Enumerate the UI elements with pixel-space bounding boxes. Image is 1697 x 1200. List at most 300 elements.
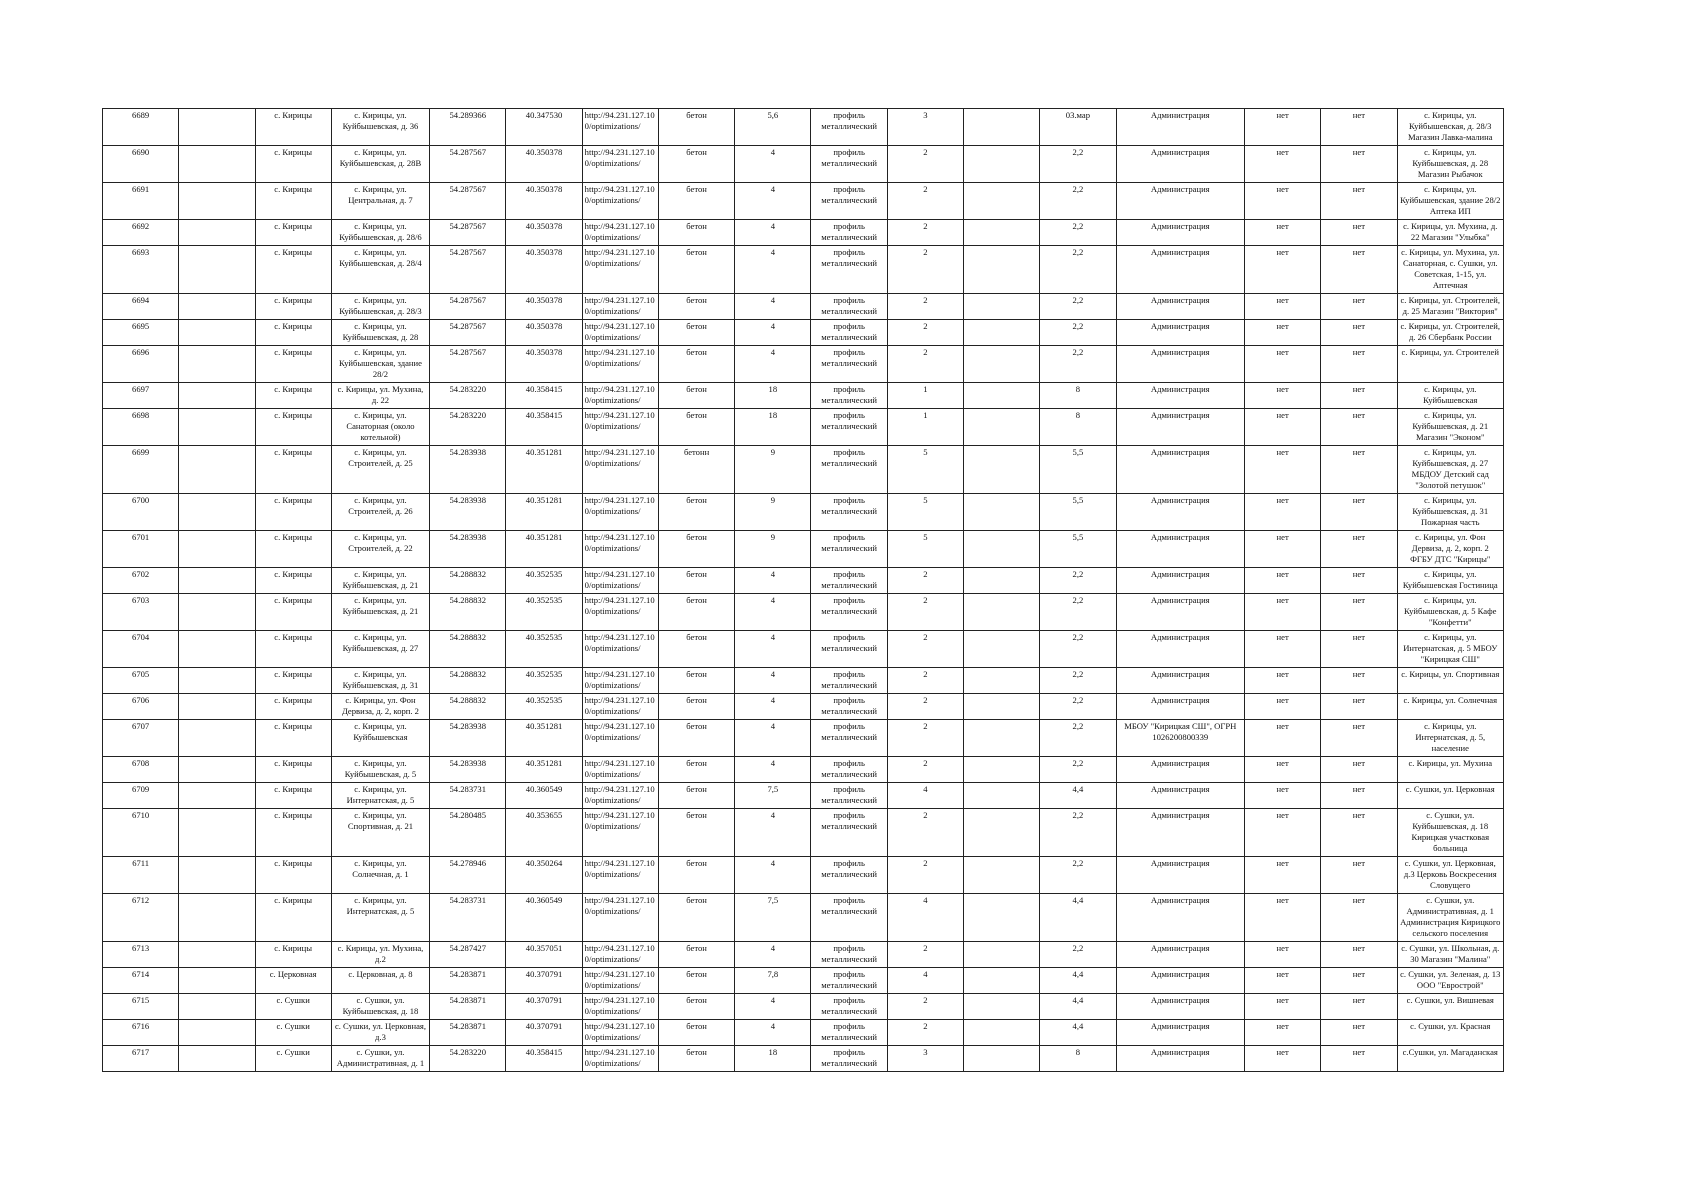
map-link-cell[interactable]: http://94.231.127.10 0/optimizations/ xyxy=(582,631,658,668)
owner-cell: Администрация xyxy=(1116,531,1244,568)
waste-sources-cell: с. Сушки, ул. Церковная, д.3 Церковь Воскресения Словущего xyxy=(1397,857,1503,894)
option-cell: нет xyxy=(1321,246,1397,294)
map-link-cell[interactable]: http://94.231.127.10 0/optimizations/ xyxy=(582,568,658,594)
waste-sources-cell: с. Сушки, ул. Зеленая, д. 13 ООО "Еврострой" xyxy=(1397,968,1503,994)
containers-count-cell: 4 xyxy=(887,968,963,994)
empty-cell xyxy=(964,994,1040,1020)
map-link-cell[interactable]: http://94.231.127.10 0/optimizations/ xyxy=(582,783,658,809)
table-row xyxy=(103,720,1504,757)
table-row xyxy=(103,446,1504,494)
map-link-cell[interactable]: http://94.231.127.10 0/optimizations/ xyxy=(582,494,658,531)
option-cell: нет xyxy=(1244,109,1320,146)
site-address-cell: с. Кирицы, ул. Куйбышевская, д. 31 xyxy=(331,668,429,694)
site-number: 6704 xyxy=(103,631,179,668)
site-number: 6695 xyxy=(103,320,179,346)
empty-cell xyxy=(179,346,255,383)
site-address-cell: с. Кирицы, ул. Куйбышевская, д. 5 xyxy=(331,757,429,783)
container-volume-cell: 5,5 xyxy=(1040,531,1116,568)
settlement-cell: с. Кирицы xyxy=(255,383,331,409)
latitude-cell: 54.287567 xyxy=(430,346,506,383)
waste-sources-cell: с. Кирицы, ул. Куйбышевская Гостиница xyxy=(1397,568,1503,594)
surface-type-cell: бетон xyxy=(658,968,734,994)
empty-cell xyxy=(179,294,255,320)
empty-cell xyxy=(179,446,255,494)
table-row xyxy=(103,783,1504,809)
waste-sources-cell: с. Кирицы, ул. Спортивная xyxy=(1397,668,1503,694)
map-link-cell[interactable]: http://94.231.127.10 0/optimizations/ xyxy=(582,942,658,968)
settlement-cell: с. Кирицы xyxy=(255,246,331,294)
fence-type-cell: профиль металлический xyxy=(811,857,887,894)
table-row xyxy=(103,757,1504,783)
fence-type-cell: профиль металлический xyxy=(811,942,887,968)
empty-cell xyxy=(964,220,1040,246)
surface-type-cell: бетон xyxy=(658,294,734,320)
option-cell: нет xyxy=(1244,857,1320,894)
longitude-cell: 40.347530 xyxy=(506,109,582,146)
map-link-cell[interactable]: http://94.231.127.10 0/optimizations/ xyxy=(582,294,658,320)
empty-cell xyxy=(179,783,255,809)
site-number: 6703 xyxy=(103,594,179,631)
owner-cell: Администрация xyxy=(1116,346,1244,383)
table-row xyxy=(103,594,1504,631)
container-volume-cell: 2,2 xyxy=(1040,146,1116,183)
area-cell: 5,6 xyxy=(735,109,811,146)
surface-type-cell: бетон xyxy=(658,694,734,720)
table-row xyxy=(103,994,1504,1020)
settlement-cell: с. Кирицы xyxy=(255,320,331,346)
owner-cell: Администрация xyxy=(1116,694,1244,720)
owner-cell: Администрация xyxy=(1116,757,1244,783)
empty-cell xyxy=(964,183,1040,220)
longitude-cell: 40.350264 xyxy=(506,857,582,894)
empty-cell xyxy=(964,109,1040,146)
empty-cell xyxy=(179,1020,255,1046)
area-cell: 4 xyxy=(735,668,811,694)
area-cell: 4 xyxy=(735,146,811,183)
map-link-cell[interactable]: http://94.231.127.10 0/optimizations/ xyxy=(582,220,658,246)
site-address-cell: с. Сушки, ул. Церковная, д.3 xyxy=(331,1020,429,1046)
settlement-cell: с. Церковная xyxy=(255,968,331,994)
waste-sources-cell: с. Сушки, ул. Куйбышевская, д. 18 Кирицкая участковая больница xyxy=(1397,809,1503,857)
container-volume-cell: 2,2 xyxy=(1040,346,1116,383)
empty-cell xyxy=(179,631,255,668)
site-number: 6702 xyxy=(103,568,179,594)
container-volume-cell: 2,2 xyxy=(1040,220,1116,246)
map-link-cell[interactable]: http://94.231.127.10 0/optimizations/ xyxy=(582,146,658,183)
owner-cell: Администрация xyxy=(1116,494,1244,531)
surface-type-cell: бетон xyxy=(658,894,734,942)
empty-cell xyxy=(964,494,1040,531)
site-address-cell: с. Кирицы, ул. Интернатская, д. 5 xyxy=(331,783,429,809)
option-cell: нет xyxy=(1244,783,1320,809)
option-cell: нет xyxy=(1244,631,1320,668)
table-row xyxy=(103,631,1504,668)
surface-type-cell: бетон xyxy=(658,494,734,531)
waste-sources-cell: с. Сушки, ул. Вишневая xyxy=(1397,994,1503,1020)
owner-cell: Администрация xyxy=(1116,783,1244,809)
surface-type-cell: бетон xyxy=(658,568,734,594)
latitude-cell: 54.283871 xyxy=(430,994,506,1020)
owner-cell: Администрация xyxy=(1116,631,1244,668)
map-link-cell[interactable]: http://94.231.127.10 0/optimizations/ xyxy=(582,531,658,568)
empty-cell xyxy=(964,1046,1040,1072)
map-link-cell[interactable]: http://94.231.127.10 0/optimizations/ xyxy=(582,1020,658,1046)
longitude-cell: 40.351281 xyxy=(506,757,582,783)
option-cell: нет xyxy=(1244,531,1320,568)
containers-count-cell: 5 xyxy=(887,446,963,494)
fence-type-cell: профиль металлический xyxy=(811,183,887,220)
map-link-cell[interactable]: http://94.231.127.10 0/optimizations/ xyxy=(582,594,658,631)
option-cell: нет xyxy=(1321,809,1397,857)
owner-cell: Администрация xyxy=(1116,594,1244,631)
container-volume-cell: 5,5 xyxy=(1040,446,1116,494)
empty-cell xyxy=(179,809,255,857)
table-row xyxy=(103,568,1504,594)
empty-cell xyxy=(179,220,255,246)
container-volume-cell: 4,4 xyxy=(1040,1020,1116,1046)
container-volume-cell: 8 xyxy=(1040,409,1116,446)
option-cell: нет xyxy=(1244,146,1320,183)
settlement-cell: с. Сушки xyxy=(255,994,331,1020)
owner-cell: Администрация xyxy=(1116,220,1244,246)
settlement-cell: с. Кирицы xyxy=(255,183,331,220)
empty-cell xyxy=(964,568,1040,594)
longitude-cell: 40.370791 xyxy=(506,994,582,1020)
option-cell: нет xyxy=(1321,220,1397,246)
site-address-cell: с. Кирицы, ул. Строителей, д. 22 xyxy=(331,531,429,568)
containers-count-cell: 2 xyxy=(887,146,963,183)
empty-cell xyxy=(964,246,1040,294)
latitude-cell: 54.287567 xyxy=(430,320,506,346)
fence-type-cell: профиль металлический xyxy=(811,494,887,531)
owner-cell: Администрация xyxy=(1116,446,1244,494)
option-cell: нет xyxy=(1244,694,1320,720)
site-address-cell: с. Кирицы, ул. Строителей, д. 25 xyxy=(331,446,429,494)
map-link-cell[interactable]: http://94.231.127.10 0/optimizations/ xyxy=(582,994,658,1020)
map-link-cell[interactable]: http://94.231.127.10 0/optimizations/ xyxy=(582,757,658,783)
area-cell: 4 xyxy=(735,346,811,383)
map-link-cell[interactable]: http://94.231.127.10 0/optimizations/ xyxy=(582,446,658,494)
map-link-cell[interactable]: http://94.231.127.10 0/optimizations/ xyxy=(582,383,658,409)
empty-cell xyxy=(179,720,255,757)
container-volume-cell: 2,2 xyxy=(1040,183,1116,220)
empty-cell xyxy=(179,183,255,220)
empty-cell xyxy=(964,783,1040,809)
containers-count-cell: 2 xyxy=(887,720,963,757)
fence-type-cell: профиль металлический xyxy=(811,220,887,246)
table-row xyxy=(103,183,1504,220)
container-volume-cell: 2,2 xyxy=(1040,246,1116,294)
latitude-cell: 54.287567 xyxy=(430,294,506,320)
table-row xyxy=(103,809,1504,857)
fence-type-cell: профиль металлический xyxy=(811,346,887,383)
site-number: 6699 xyxy=(103,446,179,494)
settlement-cell: с. Кирицы xyxy=(255,631,331,668)
site-number: 6708 xyxy=(103,757,179,783)
longitude-cell: 40.370791 xyxy=(506,968,582,994)
site-number: 6690 xyxy=(103,146,179,183)
longitude-cell: 40.350378 xyxy=(506,220,582,246)
site-address-cell: с. Кирицы, ул. Куйбышевская, д. 27 xyxy=(331,631,429,668)
area-cell: 4 xyxy=(735,757,811,783)
site-address-cell: с. Сушки, ул. Куйбышевская, д. 18 xyxy=(331,994,429,1020)
latitude-cell: 54.283871 xyxy=(430,1020,506,1046)
site-address-cell: с. Кирицы, ул. Куйбышевская, д. 28 xyxy=(331,320,429,346)
option-cell: нет xyxy=(1321,994,1397,1020)
longitude-cell: 40.352535 xyxy=(506,631,582,668)
waste-sources-cell: с. Кирицы, ул. Куйбышевская, д. 21 Магазин "Эконом" xyxy=(1397,409,1503,446)
surface-type-cell: бетон xyxy=(658,146,734,183)
waste-sources-cell: с. Кирицы, ул. Строителей xyxy=(1397,346,1503,383)
site-address-cell: с. Кирицы, ул. Спортивная, д. 21 xyxy=(331,809,429,857)
site-number: 6694 xyxy=(103,294,179,320)
option-cell: нет xyxy=(1321,183,1397,220)
option-cell: нет xyxy=(1244,446,1320,494)
waste-sources-cell: с. Кирицы, ул. Куйбышевская, д. 27 МБДОУ Детский сад "Золотой петушок" xyxy=(1397,446,1503,494)
site-address-cell: с. Кирицы, ул. Куйбышевская, д. 28/3 xyxy=(331,294,429,320)
table-row xyxy=(103,1020,1504,1046)
map-link-cell[interactable]: http://94.231.127.10 0/optimizations/ xyxy=(582,668,658,694)
settlement-cell: с. Кирицы xyxy=(255,809,331,857)
containers-count-cell: 1 xyxy=(887,383,963,409)
fence-type-cell: профиль металлический xyxy=(811,1046,887,1072)
area-cell: 18 xyxy=(735,409,811,446)
empty-cell xyxy=(964,346,1040,383)
empty-cell xyxy=(964,446,1040,494)
option-cell: нет xyxy=(1244,894,1320,942)
longitude-cell: 40.350378 xyxy=(506,246,582,294)
table-row xyxy=(103,968,1504,994)
owner-cell: Администрация xyxy=(1116,320,1244,346)
settlement-cell: с. Кирицы xyxy=(255,294,331,320)
empty-cell xyxy=(179,531,255,568)
empty-cell xyxy=(179,1046,255,1072)
settlement-cell: с. Кирицы xyxy=(255,757,331,783)
latitude-cell: 54.288832 xyxy=(430,631,506,668)
option-cell: нет xyxy=(1244,968,1320,994)
surface-type-cell: бетон xyxy=(658,383,734,409)
empty-cell xyxy=(964,942,1040,968)
fence-type-cell: профиль металлический xyxy=(811,668,887,694)
longitude-cell: 40.358415 xyxy=(506,409,582,446)
latitude-cell: 54.288832 xyxy=(430,568,506,594)
fence-type-cell: профиль металлический xyxy=(811,968,887,994)
latitude-cell: 54.283871 xyxy=(430,968,506,994)
option-cell: нет xyxy=(1321,1020,1397,1046)
map-link-cell[interactable]: http://94.231.127.10 0/optimizations/ xyxy=(582,809,658,857)
surface-type-cell: бетон xyxy=(658,783,734,809)
settlement-cell: с. Кирицы xyxy=(255,668,331,694)
table-row xyxy=(103,109,1504,146)
owner-cell: Администрация xyxy=(1116,146,1244,183)
option-cell: нет xyxy=(1244,757,1320,783)
option-cell: нет xyxy=(1321,446,1397,494)
surface-type-cell: бетон xyxy=(658,668,734,694)
site-number: 6709 xyxy=(103,783,179,809)
table-row xyxy=(103,1046,1504,1072)
owner-cell: Администрация xyxy=(1116,968,1244,994)
map-link-cell[interactable]: http://94.231.127.10 0/optimizations/ xyxy=(582,409,658,446)
map-link-cell[interactable]: http://94.231.127.10 0/optimizations/ xyxy=(582,183,658,220)
containers-count-cell: 4 xyxy=(887,894,963,942)
surface-type-cell: бетон xyxy=(658,246,734,294)
longitude-cell: 40.351281 xyxy=(506,446,582,494)
map-link-cell[interactable]: http://94.231.127.10 0/optimizations/ xyxy=(582,320,658,346)
longitude-cell: 40.350378 xyxy=(506,346,582,383)
site-address-cell: с. Кирицы, ул. Куйбышевская, д. 28В xyxy=(331,146,429,183)
option-cell: нет xyxy=(1244,1046,1320,1072)
site-number: 6713 xyxy=(103,942,179,968)
surface-type-cell: бетон xyxy=(658,757,734,783)
map-link-cell[interactable]: http://94.231.127.10 0/optimizations/ xyxy=(582,694,658,720)
container-volume-cell: 8 xyxy=(1040,383,1116,409)
containers-count-cell: 2 xyxy=(887,246,963,294)
map-link-cell[interactable]: http://94.231.127.10 0/optimizations/ xyxy=(582,720,658,757)
empty-cell xyxy=(179,320,255,346)
surface-type-cell: бетон xyxy=(658,346,734,383)
option-cell: нет xyxy=(1321,320,1397,346)
option-cell: нет xyxy=(1321,294,1397,320)
longitude-cell: 40.350378 xyxy=(506,183,582,220)
surface-type-cell: бетон xyxy=(658,531,734,568)
option-cell: нет xyxy=(1244,994,1320,1020)
table-row xyxy=(103,494,1504,531)
empty-cell xyxy=(964,968,1040,994)
longitude-cell: 40.351281 xyxy=(506,720,582,757)
table-row xyxy=(103,220,1504,246)
site-number: 6700 xyxy=(103,494,179,531)
empty-cell xyxy=(964,857,1040,894)
container-volume-cell: 2,2 xyxy=(1040,320,1116,346)
settlement-cell: с. Кирицы xyxy=(255,568,331,594)
fence-type-cell: профиль металлический xyxy=(811,694,887,720)
table-row xyxy=(103,694,1504,720)
site-number: 6691 xyxy=(103,183,179,220)
option-cell: нет xyxy=(1321,668,1397,694)
site-number: 6707 xyxy=(103,720,179,757)
option-cell: нет xyxy=(1244,294,1320,320)
latitude-cell: 54.288832 xyxy=(430,694,506,720)
option-cell: нет xyxy=(1321,783,1397,809)
empty-cell xyxy=(964,757,1040,783)
latitude-cell: 54.289366 xyxy=(430,109,506,146)
fence-type-cell: профиль металлический xyxy=(811,809,887,857)
map-link-cell[interactable]: http://94.231.127.10 0/optimizations/ xyxy=(582,109,658,146)
owner-cell: Администрация xyxy=(1116,994,1244,1020)
latitude-cell: 54.287427 xyxy=(430,942,506,968)
option-cell: нет xyxy=(1321,894,1397,942)
owner-cell: Администрация xyxy=(1116,1046,1244,1072)
settlement-cell: с. Кирицы xyxy=(255,942,331,968)
empty-cell xyxy=(964,531,1040,568)
longitude-cell: 40.358415 xyxy=(506,383,582,409)
containers-count-cell: 4 xyxy=(887,783,963,809)
site-address-cell: с. Кирицы, ул. Строителей, д. 26 xyxy=(331,494,429,531)
area-cell: 4 xyxy=(735,857,811,894)
option-cell: нет xyxy=(1244,668,1320,694)
longitude-cell: 40.370791 xyxy=(506,1020,582,1046)
area-cell: 4 xyxy=(735,246,811,294)
container-volume-cell: 2,2 xyxy=(1040,668,1116,694)
waste-sources-cell: с. Кирицы, ул. Куйбышевская, д. 31 Пожарная часть xyxy=(1397,494,1503,531)
latitude-cell: 54.278946 xyxy=(430,857,506,894)
table-row xyxy=(103,320,1504,346)
longitude-cell: 40.360549 xyxy=(506,783,582,809)
container-volume-cell: 2,2 xyxy=(1040,294,1116,320)
owner-cell: Администрация xyxy=(1116,409,1244,446)
empty-cell xyxy=(964,720,1040,757)
waste-sources-cell: с. Кирицы, ул. Мухина xyxy=(1397,757,1503,783)
owner-cell: Администрация xyxy=(1116,568,1244,594)
option-cell: нет xyxy=(1321,942,1397,968)
option-cell: нет xyxy=(1321,346,1397,383)
area-cell: 4 xyxy=(735,183,811,220)
area-cell: 4 xyxy=(735,631,811,668)
waste-sources-cell: с. Кирицы, ул. Строителей, д. 26 Сбербанк России xyxy=(1397,320,1503,346)
surface-type-cell: бетон xyxy=(658,994,734,1020)
area-cell: 4 xyxy=(735,594,811,631)
option-cell: нет xyxy=(1321,494,1397,531)
owner-cell: Администрация xyxy=(1116,894,1244,942)
area-cell: 7,5 xyxy=(735,783,811,809)
area-cell: 4 xyxy=(735,942,811,968)
map-link-cell[interactable]: http://94.231.127.10 0/optimizations/ xyxy=(582,246,658,294)
fence-type-cell: профиль металлический xyxy=(811,320,887,346)
owner-cell: Администрация xyxy=(1116,942,1244,968)
owner-cell: Администрация xyxy=(1116,246,1244,294)
map-link-cell[interactable]: http://94.231.127.10 0/optimizations/ xyxy=(582,857,658,894)
latitude-cell: 54.283938 xyxy=(430,446,506,494)
site-address-cell: с. Кирицы, ул. Куйбышевская, д. 28/4 xyxy=(331,246,429,294)
option-cell: нет xyxy=(1321,720,1397,757)
waste-sources-cell: с. Кирицы, ул. Солнечная xyxy=(1397,694,1503,720)
site-number: 6716 xyxy=(103,1020,179,1046)
option-cell: нет xyxy=(1244,568,1320,594)
settlement-cell: с. Сушки xyxy=(255,1046,331,1072)
empty-cell xyxy=(964,146,1040,183)
site-number: 6701 xyxy=(103,531,179,568)
site-address-cell: с. Кирицы, ул. Куйбышевская xyxy=(331,720,429,757)
area-cell: 4 xyxy=(735,320,811,346)
option-cell: нет xyxy=(1321,1046,1397,1072)
waste-sources-cell: с. Кирицы, ул. Куйбышевская, д. 28 Магазин Рыбачок xyxy=(1397,146,1503,183)
empty-cell xyxy=(179,494,255,531)
latitude-cell: 54.283731 xyxy=(430,783,506,809)
area-cell: 9 xyxy=(735,446,811,494)
container-volume-cell: 8 xyxy=(1040,1046,1116,1072)
site-number: 6705 xyxy=(103,668,179,694)
longitude-cell: 40.352535 xyxy=(506,568,582,594)
settlement-cell: с. Кирицы xyxy=(255,894,331,942)
table-row xyxy=(103,346,1504,383)
waste-sites-registry-table xyxy=(102,108,1504,1072)
table-row xyxy=(103,894,1504,942)
empty-cell xyxy=(179,757,255,783)
table-row xyxy=(103,294,1504,320)
map-link-cell[interactable]: http://94.231.127.10 0/optimizations/ xyxy=(582,346,658,383)
option-cell: нет xyxy=(1321,857,1397,894)
latitude-cell: 54.283938 xyxy=(430,531,506,568)
map-link-cell[interactable]: http://94.231.127.10 0/optimizations/ xyxy=(582,968,658,994)
container-volume-cell: 2,2 xyxy=(1040,720,1116,757)
map-link-cell[interactable]: http://94.231.127.10 0/optimizations/ xyxy=(582,1046,658,1072)
map-link-cell[interactable]: http://94.231.127.10 0/optimizations/ xyxy=(582,894,658,942)
empty-cell xyxy=(179,568,255,594)
owner-cell: Администрация xyxy=(1116,1020,1244,1046)
settlement-cell: с. Кирицы xyxy=(255,594,331,631)
latitude-cell: 54.283731 xyxy=(430,894,506,942)
owner-cell: Администрация xyxy=(1116,668,1244,694)
